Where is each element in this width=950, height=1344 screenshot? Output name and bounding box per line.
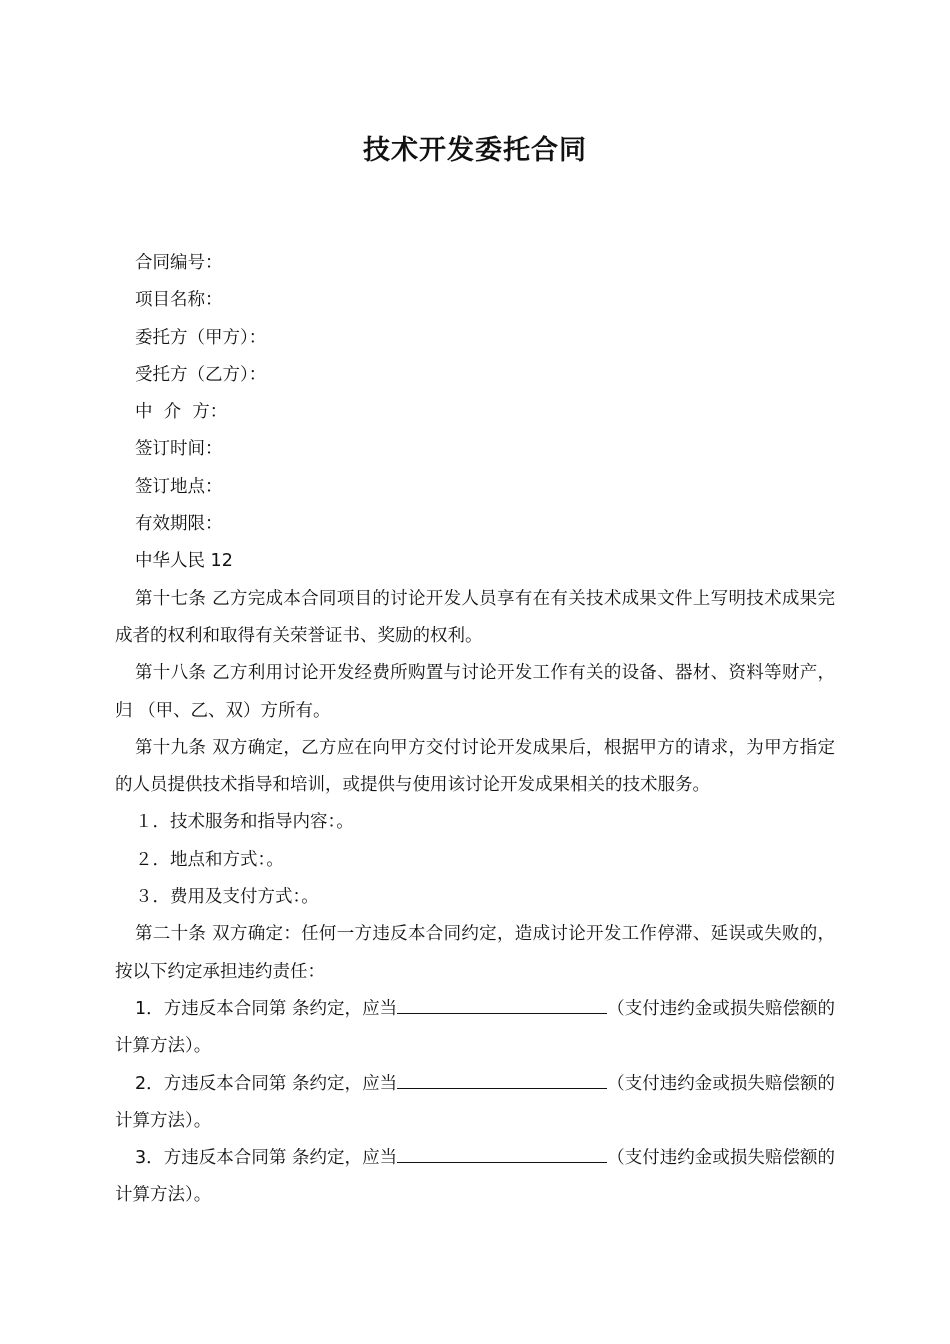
- document-body: [115, 245, 835, 1215]
- article-18: 第十八条 乙方利用讨论开发经费所购置与讨论开发工作有关的设备、器材、资料等财产，归 （甲、乙、双）方所有。: [115, 663, 835, 721]
- fill-in-blank: [397, 1146, 607, 1163]
- article-20-item: [115, 1140, 835, 1215]
- article-20: 第二十条 双方确定：任何一方违反本合同约定，造成讨论开发工作停滞、延误或失败的，按以下约定承担违约责任：: [115, 924, 835, 982]
- article-19: 第十九条 双方确定，乙方应在向甲方交付讨论开发成果后，根据甲方的请求，为甲方指定的人员提供技术指导和培训，或提供与使用该讨论开发成果相关的技术服务。: [115, 737, 835, 796]
- article-19-item: ３．费用及支付方式：。: [135, 887, 319, 908]
- article-19-item: １．技术服务和指导内容：。: [135, 812, 354, 833]
- article-19-item: ２．地点和方式：。: [135, 849, 284, 870]
- article-20-item: [115, 1066, 835, 1141]
- article-20-item-note: （支付违约金或损失赔偿额的计算方法）。: [115, 1148, 835, 1206]
- field-country-note: 中华人民 12: [135, 551, 233, 572]
- article-20-item-note: （支付违约金或损失赔偿额的计算方法）。: [115, 1073, 835, 1131]
- article-20-item-note: （支付违约金或损失赔偿额的计算方法）。: [115, 998, 835, 1057]
- field-signing-time: 签订时间：: [135, 439, 223, 460]
- article-20-item-text: 1．方违反本合同第 条约定，应当: [135, 998, 398, 1019]
- document-title: 技术开发委托合同: [363, 135, 587, 166]
- article-20-item: [115, 991, 835, 1066]
- field-intermediary: 中 介 方：: [135, 402, 228, 423]
- article-20-item-text: 3．方违反本合同第 条约定，应当: [135, 1148, 398, 1169]
- article-20-item-text: 2．方违反本合同第 条约定，应当: [135, 1073, 398, 1094]
- article-17: 第十七条 乙方完成本合同项目的讨论开发人员享有在有关技术成果文件上写明技术成果完成者的权利和取得有关荣誉证书、奖励的权利。: [115, 588, 835, 646]
- field-signing-place: 签订地点：: [135, 476, 223, 497]
- field-party-b: 受托方（乙方）：: [135, 364, 267, 385]
- fill-in-blank: [397, 997, 607, 1014]
- field-party-a: 委托方（甲方）：: [135, 327, 267, 348]
- fill-in-blank: [397, 1072, 607, 1089]
- field-validity: 有效期限：: [135, 514, 223, 535]
- field-project-name: 项目名称：: [135, 290, 223, 311]
- field-contract-number: 合同编号：: [135, 253, 223, 273]
